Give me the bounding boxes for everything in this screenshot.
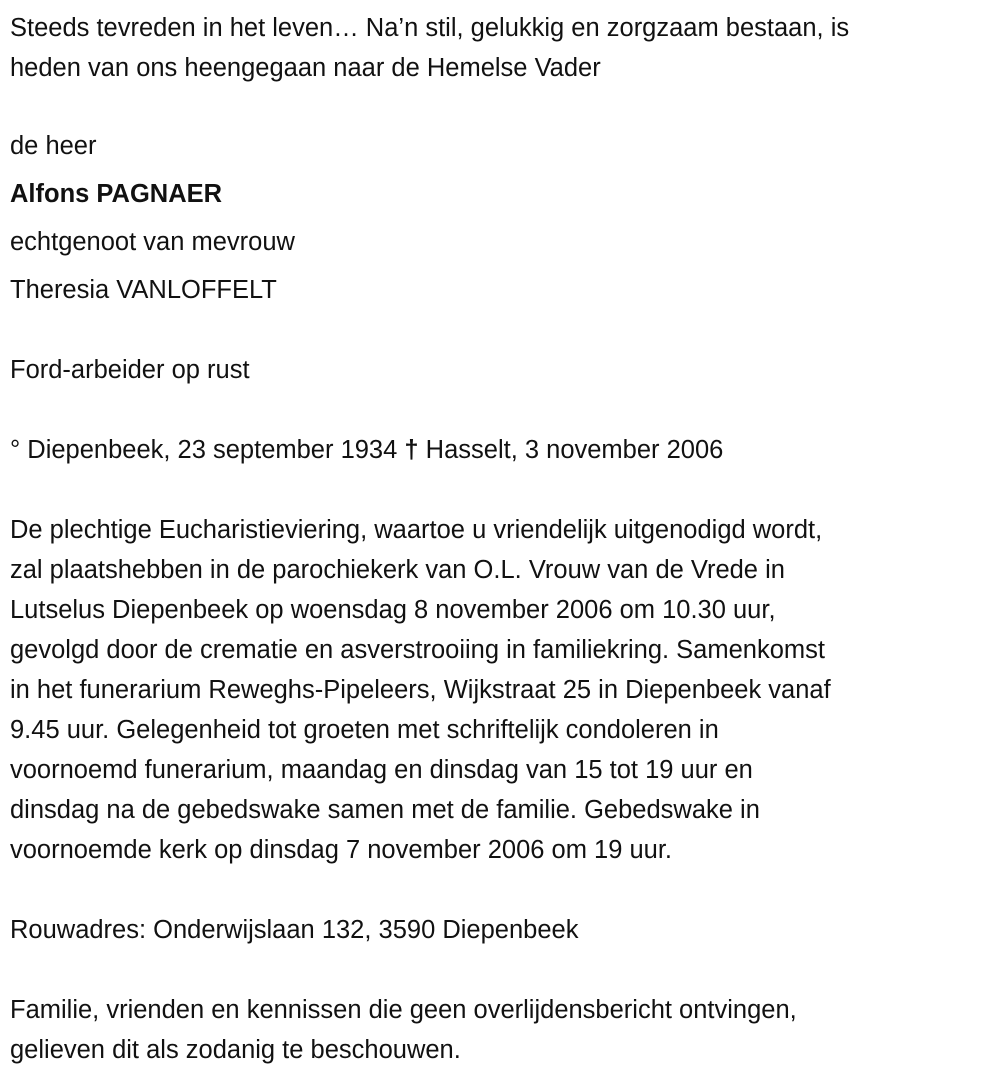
deceased-name: Alfons PAGNAER [10,180,223,208]
title-prefix: de heer [10,132,97,160]
spouse-name: Theresia VANLOFFELT [10,276,277,304]
closing-paragraph [10,990,1000,1070]
ceremony-line: Lutselus Diepenbeek op woensdag 8 november 2006 om 10.30 uur, [10,596,776,624]
address-block [10,910,1000,950]
ceremony-line: voornoemd funerarium, maandag en dinsdag van 15 tot 19 uur en [10,756,753,784]
ceremony-paragraph [10,510,1000,870]
ceremony-line: gevolgd door de crematie en asverstrooiing in familiekring. Samenkomst [10,636,825,664]
ceremony-line: voornoemde kerk op dinsdag 7 november 2006 om 19 uur. [10,836,673,864]
spouse-label: echtgenoot van mevrouw [10,228,295,256]
intro-paragraph [10,8,1000,88]
ceremony-line: De plechtige Eucharistieviering, waartoe u vriendelijk uitgenodigd wordt, [10,516,823,544]
death-info: Hasselt, 3 november 2006 [425,436,724,464]
dates-block [10,430,1000,470]
birth-info: ° Diepenbeek, 23 september 1934 [10,436,398,464]
deceased-block [10,122,1000,314]
ceremony-line: zal plaatshebben in de parochiekerk van O.L. Vrouw van de Vrede in [10,556,785,584]
intro-line: heden van ons heengegaan naar de Hemelse Vader [10,54,601,82]
dates-line [10,430,1000,470]
ceremony-line: in het funerarium Reweghs-Pipeleers, Wijkstraat 25 in Diepenbeek vanaf [10,676,831,704]
closing-line: gelieven dit als zodanig te beschouwen. [10,1036,461,1064]
ceremony-line: dinsdag na de gebedswake samen met de familie. Gebedswake in [10,796,760,824]
mourning-address: Rouwadres: Onderwijslaan 132, 3590 Diepenbeek [10,916,579,944]
cross-icon: † [404,436,419,464]
closing-line: Familie, vrienden en kennissen die geen overlijdensbericht ontvingen, [10,996,797,1024]
occupation: Ford-arbeider op rust [10,356,250,384]
occupation-block [10,350,1000,390]
ceremony-line: 9.45 uur. Gelegenheid tot groeten met schriftelijk condoleren in [10,716,719,744]
intro-line: Steeds tevreden in het leven… Na’n stil, gelukkig en zorgzaam bestaan, is [10,14,850,42]
